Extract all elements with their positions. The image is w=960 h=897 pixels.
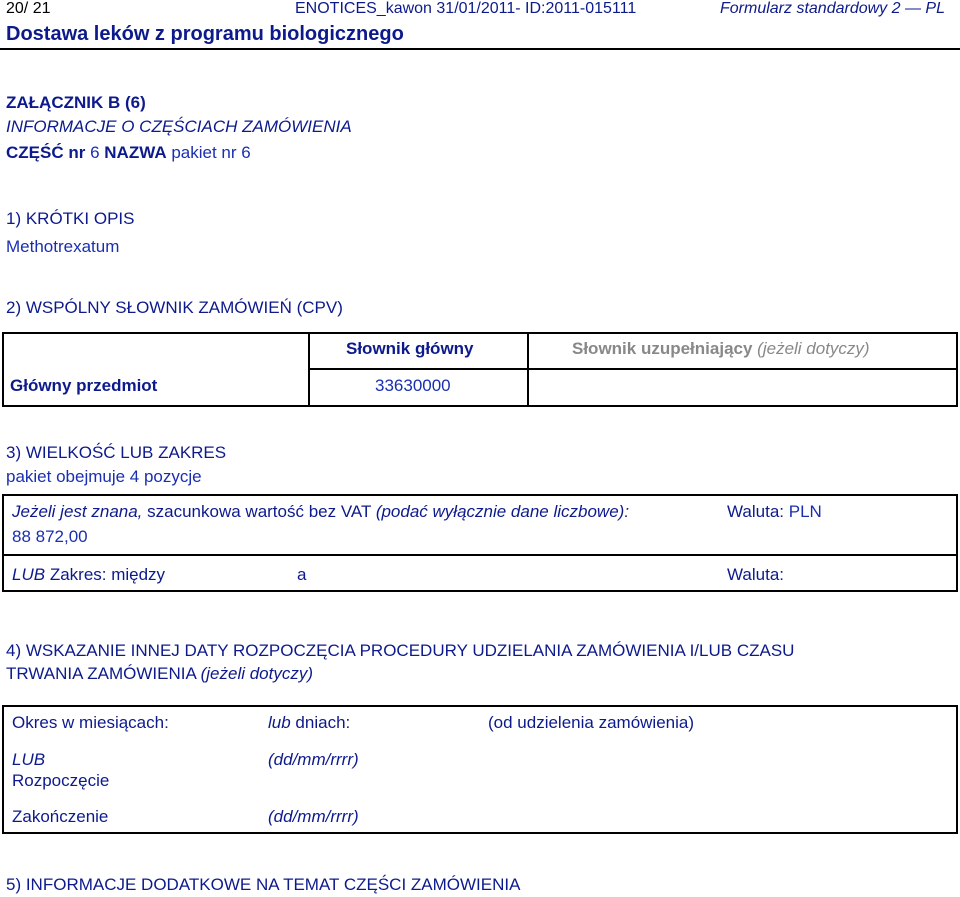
part-number: 6 [90, 143, 100, 162]
cpv-col-main: Słownik główny [346, 339, 474, 358]
range-and: a [297, 565, 307, 584]
currency [727, 502, 822, 522]
section4-heading-line2 [6, 664, 313, 684]
estimate-value: 88 872,00 [12, 527, 88, 546]
cpv-col-supp-label: Słownik uzupełniający [572, 339, 753, 358]
months-label: Okres w miesiącach: [12, 713, 169, 732]
short-description: Methotrexatum [6, 237, 120, 256]
currency-label: Waluta: [727, 502, 785, 521]
form-type: Formularz standardowy 2 — PL [720, 0, 945, 17]
from-award: (od udzielenia zamówienia) [488, 713, 695, 732]
notice-header [295, 0, 636, 18]
quantity-description: pakiet obejmuje 4 pozycje [6, 467, 202, 486]
part-label: CZĘŚĆ nr [6, 143, 86, 162]
days-text [268, 713, 350, 733]
notice-date: 31/01/2011- ID:2011-015111 [436, 0, 637, 17]
days-label: dniach: [295, 713, 351, 732]
estimate-note: (podać wyłącznie dane liczbowe): [375, 502, 630, 521]
section4-heading-note: (jeżeli dotyczy) [200, 664, 314, 683]
range-text [12, 565, 165, 585]
start-label: Rozpoczęcie [12, 771, 110, 790]
section3-heading: 3) WIELKOŚĆ LUB ZAKRES [6, 443, 227, 462]
section4-heading-line1: 4) WSKAZANIE INNEJ DATY ROZPOCZĘCIA PROCEDURY UDZIELANIA ZAMÓWIENIA I/LUB CZASU [6, 641, 795, 660]
name-label: NAZWA [104, 143, 167, 162]
page-number: 20/ 21 [6, 0, 51, 17]
range-label: Zakres: między [49, 565, 166, 584]
name-value: pakiet nr 6 [171, 143, 251, 162]
value-box-divider [2, 554, 958, 556]
or-label: lub [268, 713, 291, 732]
estimate-label: szacunkowa wartość bez VAT [147, 502, 372, 521]
section5-heading: 5) INFORMACJE DODATKOWE NA TEMAT CZĘŚCI ZAMÓWIENIA [6, 875, 521, 894]
section1-heading: 1) KRÓTKI OPIS [6, 209, 135, 228]
annex-subtitle: INFORMACJE O CZĘŚCIACH ZAMÓWIENIA [6, 117, 352, 136]
document-title: Dostawa leków z programu biologicznego [6, 23, 404, 45]
or-upper: LUB [12, 750, 46, 769]
cpv-col-supp [572, 339, 870, 359]
cpv-row-label: Główny przedmiot [10, 376, 158, 395]
cpv-main-code: 33630000 [375, 376, 451, 395]
estimate-prefix: Jeżeli jest znana, [12, 502, 143, 521]
currency-value: PLN [788, 502, 822, 521]
range-or: LUB [12, 565, 46, 584]
part-info [6, 143, 251, 163]
header-divider [0, 48, 960, 50]
start-format: (dd/mm/rrrr) [268, 750, 359, 769]
notice-id: ENOTICES_kawon [295, 0, 432, 17]
estimate-text [12, 502, 629, 522]
cpv-col-supp-note: (jeżeli dotyczy) [757, 339, 870, 358]
end-format: (dd/mm/rrrr) [268, 807, 359, 826]
annex-title: ZAŁĄCZNIK B (6) [6, 93, 146, 112]
section4-heading-title: TRWANIA ZAMÓWIENIA [6, 664, 196, 683]
end-label: Zakończenie [12, 807, 109, 826]
cpv-header-divider [308, 368, 958, 370]
range-currency-label: Waluta: [727, 565, 785, 584]
section2-heading: 2) WSPÓLNY SŁOWNIK ZAMÓWIEŃ (CPV) [6, 298, 343, 317]
